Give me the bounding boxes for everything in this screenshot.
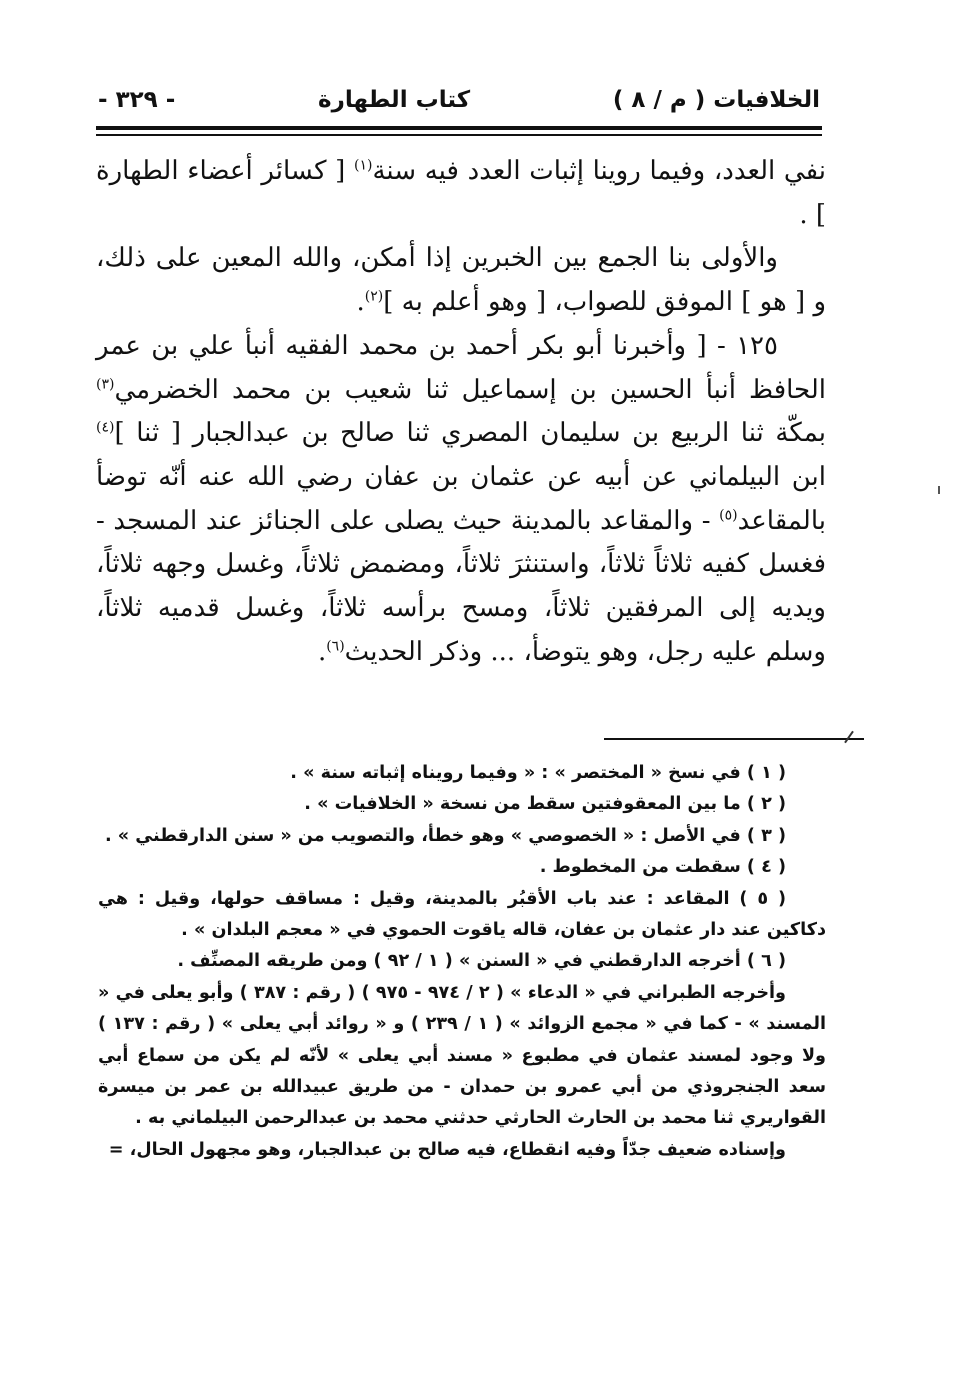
header-rule-thin (96, 134, 822, 136)
footnote-6-isnad: وإسناده ضعيف جدّاً وفيه انقطاع، فيه صالح بن عبدالجبار، وهو مجهول الحال، = (108, 1139, 786, 1160)
paragraph-1: نفي العدد، وفيما روينا إثبات العدد فيه سنة$^{(١)}$ [ كسائر أعضاء الطهارة ] . (96, 156, 826, 230)
scan-mark (844, 731, 854, 744)
paragraph-hadith-125: ١٢٥ - [ وأخبرنا أبو بكر أحمد بن محمد الفقيه أنبأ علي بن عمر الحافظ أنبأ الحسين بن إسماعيل ثنا شعيب بن محمد الخضرمي$^{(٣)}$ بمكّة ثنا الربيع بن سليمان المصري ثنا صالح بن عبدالجبار [ ثنا ]$^{(٤)}$ ابن البيلماني عن أبيه عن عثمان بن عفان رضي الله عنه أنّه توضأ بالمقاعد$^{(٥)}$ - والمقاعد بالمدينة حيث يصلى على الجنائز عند المسجد - فغسل كفيه ثلاثاً ثلاثاً، واستنثرَ ثلاثاً، ومضمض ثلاثاً، وغسل وجهه ثلاثاً، ويديه إلى المرفقين ثلاثاً، ومسح برأسه ثلاثاً، وغسل قدميه ثلاثاً، وسلم عليه رجل، وهو يتوضأ، ... وذكر الحديث$^{(٦)}$. (96, 330, 827, 667)
footnote-ref: (١) (353, 157, 373, 174)
scan-mark (938, 486, 940, 494)
footnote-1: ( ١ ) في نسخ « المختصر » : « وفيما رويناه إثباته سنة » . (290, 763, 786, 783)
section-title: كتاب الطهارة (318, 87, 471, 113)
footnotes (98, 758, 826, 1166)
footnote-ref: (٤) (96, 419, 115, 436)
footnote-ref: (٥) (719, 506, 738, 523)
footnote-3: ( ٣ ) في الأصل : « الخصوصي » وهو خطأ، والتصويب من « سنن الدارقطني » . (104, 825, 786, 846)
footnote-ref: (٣) (96, 375, 115, 392)
footnote-ref: (٢) (364, 288, 384, 305)
page-number: - ٣٢٩ - (98, 87, 176, 113)
footnote-2: ( ٢ ) ما بين المعقوفتين سقط من نسخة « الخلافيات » . (304, 794, 786, 815)
footnote-6: ( ٦ ) أخرجه الدارقطني في « السنن » ( ١ / ٩٢ ) ومن طريقه المصنِّف . (177, 951, 786, 972)
footnote-separator (604, 738, 864, 740)
header-rule-thick (96, 126, 822, 130)
running-header (98, 78, 820, 122)
footnote-6-continued: وأخرجه الطبراني في « الدعاء » ( ٢ / ٩٧٤ - ٩٧٥ ) ( رقم : ٣٨٧ ) وأبو يعلى في « المسند » - كما في « مجمع الزوائد » ( ١ / ٢٣٩ ) و « روائد أبي يعلى » ( رقم : ١٣٧ ) ولا وجود لمسند عثمان في مطبوع « مسند أبي يعلى » لأنّه لم يكن من سماع أبي سعد الجنجروذي من أبي عمرو بن حمدان - من طريق عبيدالله بن عمر بن ميسرة القواريري ثنا محمد بن الحارث الحارثي حدثني محمد بن عبدالرحمن البيلماني به . (98, 982, 826, 1129)
paragraph-2: والأولى بنا الجمع بين الخبرين إذا أمكن، والله المعين على ذلك، و [ هو ] الموفق للصواب، [ وهو أعلم به ]$^{(٢)}$. (96, 243, 826, 318)
footnote-5: ( ٥ ) المقاعد : عند باب الأقبُر بالمدينة، وقيل : مساقف حولها، وقيل : هي دكاكين عند دار عثمان بن عفان، قاله ياقوت الحموي في « معجم البلدان » . (98, 888, 826, 941)
main-text (96, 150, 826, 674)
footnote-4: ( ٤ ) سقطت من المخطوط . (539, 857, 786, 878)
footnote-ref: (٦) (326, 638, 345, 655)
book-title: الخلافيات ( م / ٨ ) (612, 87, 820, 113)
